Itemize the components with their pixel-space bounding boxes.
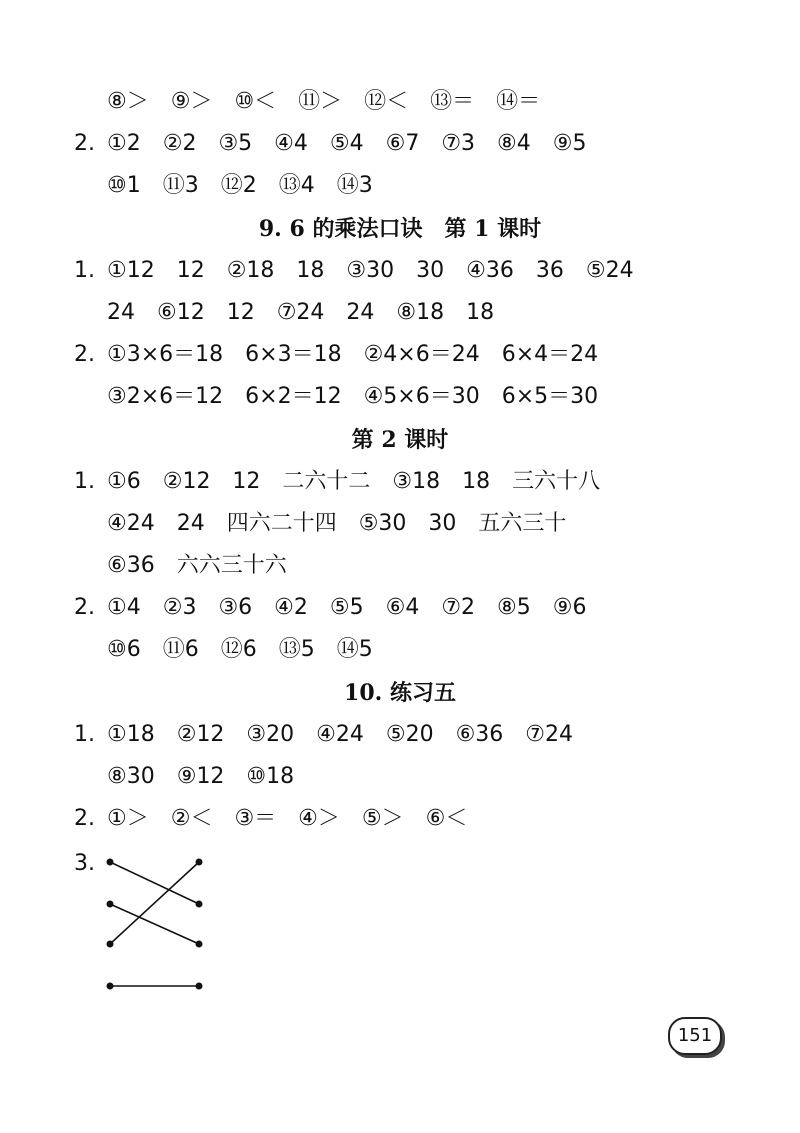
page-number-badge [668, 1017, 722, 1057]
item-number: 1. [74, 258, 95, 283]
left-dot-4 [107, 983, 114, 990]
match-line-1 [110, 862, 199, 904]
left-dot-3 [107, 941, 114, 948]
item-number: 2. [74, 342, 95, 367]
left-dot-1 [107, 859, 114, 866]
answer-text: ⑩6 ⑪6 ⑫6 ⑬5 ⑭5 [107, 637, 373, 662]
answer-text: ①4 ②3 ③6 ④2 ⑤5 ⑥4 ⑦2 ⑧5 ⑨6 [107, 595, 587, 620]
section-heading-lesson-9: 9. 6 的乘法口诀 第 1 课时 [258, 216, 542, 242]
answer-text: ①2 ②2 ③5 ④4 ⑤4 ⑥7 ⑦3 ⑧4 ⑨5 [107, 131, 587, 156]
answer-text: ①＞ ②＜ ③＝ ④＞ ⑤＞ ⑥＜ [107, 806, 468, 831]
answer-text: 24 ⑥12 12 ⑦24 24 ⑧18 18 [107, 300, 495, 325]
right-dot-1 [196, 859, 203, 866]
right-dot-4 [196, 983, 203, 990]
section-heading-lesson-9-part-2: 第 2 课时 [351, 427, 449, 453]
answer-text: ⑥36 六六三十六 [107, 553, 287, 578]
section-heading-lesson-10: 10. 练习五 [344, 680, 456, 706]
answer-text: ①12 12 ②18 18 ③30 30 ④36 36 ⑤24 [107, 258, 634, 283]
item-number: 1. [74, 722, 95, 747]
item-number: 2. [74, 595, 95, 620]
answer-text: ⑧＞ ⑨＞ ⑩＜ ⑪＞ ⑫＜ ⑬＝ ⑭＝ [107, 89, 541, 114]
item-number: 2. [74, 131, 95, 156]
answer-text: ⑩1 ⑪3 ⑫2 ⑬4 ⑭3 [107, 173, 373, 198]
match-line-3 [110, 862, 199, 944]
right-dot-3 [196, 941, 203, 948]
item-number: 2. [74, 806, 95, 831]
left-dot-2 [107, 901, 114, 908]
answer-text: ①3×6＝18 6×3＝18 ②4×6＝24 6×4＝24 [107, 342, 599, 367]
answer-text: ⑧30 ⑨12 ⑩18 [107, 764, 295, 789]
item-number: 3. [74, 851, 95, 876]
right-dot-2 [196, 901, 203, 908]
item-number: 1. [74, 469, 95, 494]
answer-text: ④24 24 四六二十四 ⑤30 30 五六三十 [107, 511, 567, 536]
match-line-2 [110, 904, 199, 944]
answer-text: ①6 ②12 12 二六十二 ③18 18 三六十八 [107, 469, 601, 494]
answer-text: ③2×6＝12 6×2＝12 ④5×6＝30 6×5＝30 [107, 384, 599, 409]
answer-text: ①18 ②12 ③20 ④24 ⑤20 ⑥36 ⑦24 [107, 722, 574, 747]
page-number: 151 [668, 1017, 722, 1055]
